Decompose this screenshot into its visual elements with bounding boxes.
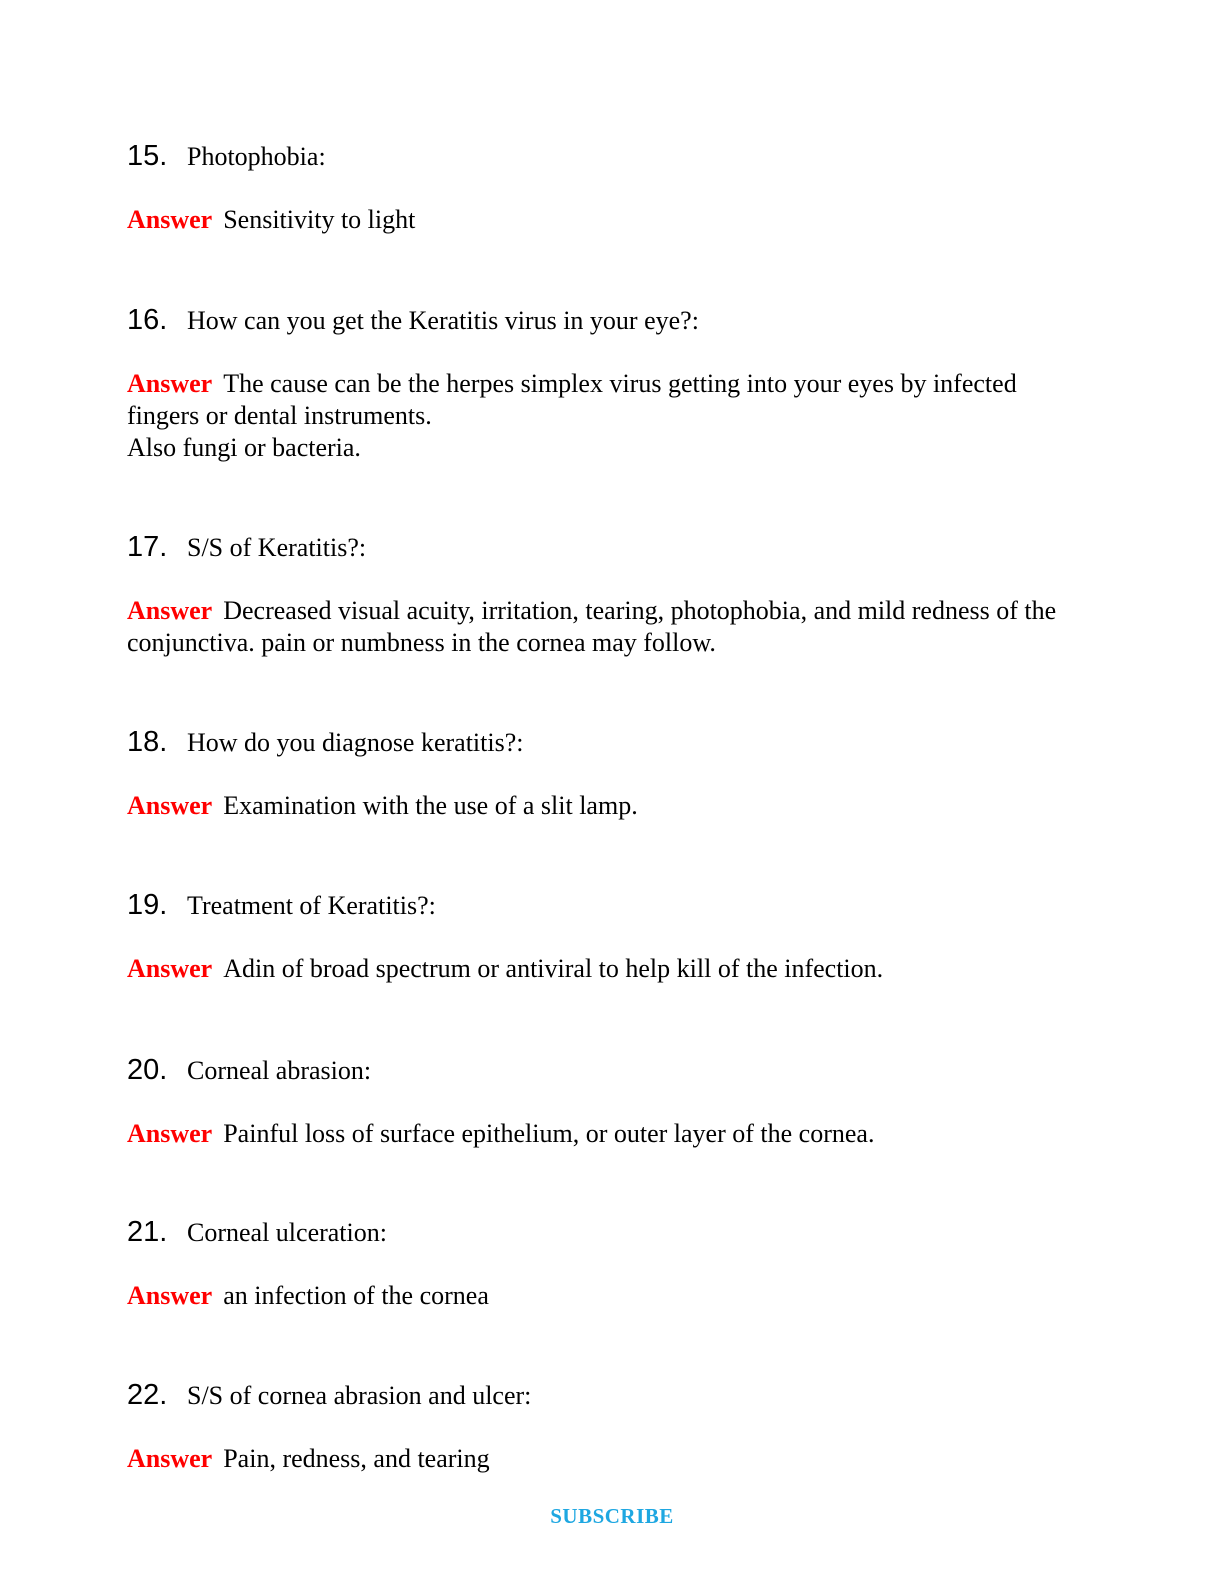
answer-text: Pain, redness, and tearing: [223, 1444, 490, 1473]
question-text: How do you diagnose keratitis?:: [187, 728, 524, 757]
answer-block: [127, 595, 1127, 659]
qa-item-22: [127, 1379, 1127, 1475]
question-text: S/S of cornea abrasion and ulcer:: [187, 1381, 532, 1410]
question-number: 22.: [127, 1379, 168, 1411]
question-text: How can you get the Keratitis virus in your eye?:: [187, 306, 699, 335]
question-number: 15.: [127, 140, 168, 172]
answer-text: Decreased visual acuity, irritation, tearing, photophobia, and mild redness of the conjunctiva. pain or numbness in the cornea may follow.: [127, 596, 1057, 657]
answer-block: [127, 1280, 1127, 1312]
question-text: Corneal abrasion:: [187, 1056, 372, 1085]
subscribe-link[interactable]: SUBSCRIBE: [550, 1504, 674, 1528]
answer-label: Answer: [127, 954, 213, 983]
answer-label: Answer: [127, 1119, 213, 1148]
qa-item-18: [127, 726, 1127, 822]
answer-block: [127, 204, 1127, 236]
question-line: [127, 1379, 1127, 1413]
question-text: Photophobia:: [187, 142, 326, 171]
question-number: 19.: [127, 889, 168, 921]
question-line: [127, 889, 1127, 923]
answer-block: [127, 1118, 1127, 1150]
answer-text: The cause can be the herpes simplex virus getting into your eyes by infected fingers or dental instruments.: [127, 369, 1017, 430]
answer-text: Adin of broad spectrum or antiviral to help kill of the infection.: [223, 954, 884, 983]
question-line: [127, 531, 1127, 565]
question-text: Treatment of Keratitis?:: [187, 891, 436, 920]
answer-label: Answer: [127, 369, 213, 398]
question-line: [127, 1216, 1127, 1250]
question-number: 18.: [127, 726, 168, 758]
answer-extra-text: Also fungi or bacteria.: [127, 433, 361, 462]
answer-text: Painful loss of surface epithelium, or outer layer of the cornea.: [223, 1119, 875, 1148]
answer-label: Answer: [127, 205, 213, 234]
qa-item-17: [127, 531, 1127, 659]
question-number: 20.: [127, 1054, 168, 1086]
question-text: S/S of Keratitis?:: [187, 533, 367, 562]
qa-item-15: [127, 140, 1127, 236]
question-number: 21.: [127, 1216, 168, 1248]
question-number: 16.: [127, 304, 168, 336]
answer-label: Answer: [127, 791, 213, 820]
qa-item-16: [127, 304, 1127, 464]
qa-item-20: [127, 1054, 1127, 1150]
question-line: [127, 1054, 1127, 1088]
answer-text: an infection of the cornea: [223, 1281, 489, 1310]
answer-label: Answer: [127, 1281, 213, 1310]
question-line: [127, 726, 1127, 760]
answer-label: Answer: [127, 596, 213, 625]
answer-block: [127, 790, 1127, 822]
qa-item-19: [127, 889, 1127, 985]
question-text: Corneal ulceration:: [187, 1218, 387, 1247]
question-line: [127, 140, 1127, 174]
answer-text: Examination with the use of a slit lamp.: [223, 791, 638, 820]
question-line: [127, 304, 1127, 338]
answer-block: [127, 1443, 1127, 1475]
answer-label: Answer: [127, 1444, 213, 1473]
qa-item-21: [127, 1216, 1127, 1312]
question-number: 17.: [127, 531, 168, 563]
answer-block: [127, 953, 1127, 985]
answer-text: Sensitivity to light: [223, 205, 416, 234]
answer-block: [127, 368, 1087, 464]
